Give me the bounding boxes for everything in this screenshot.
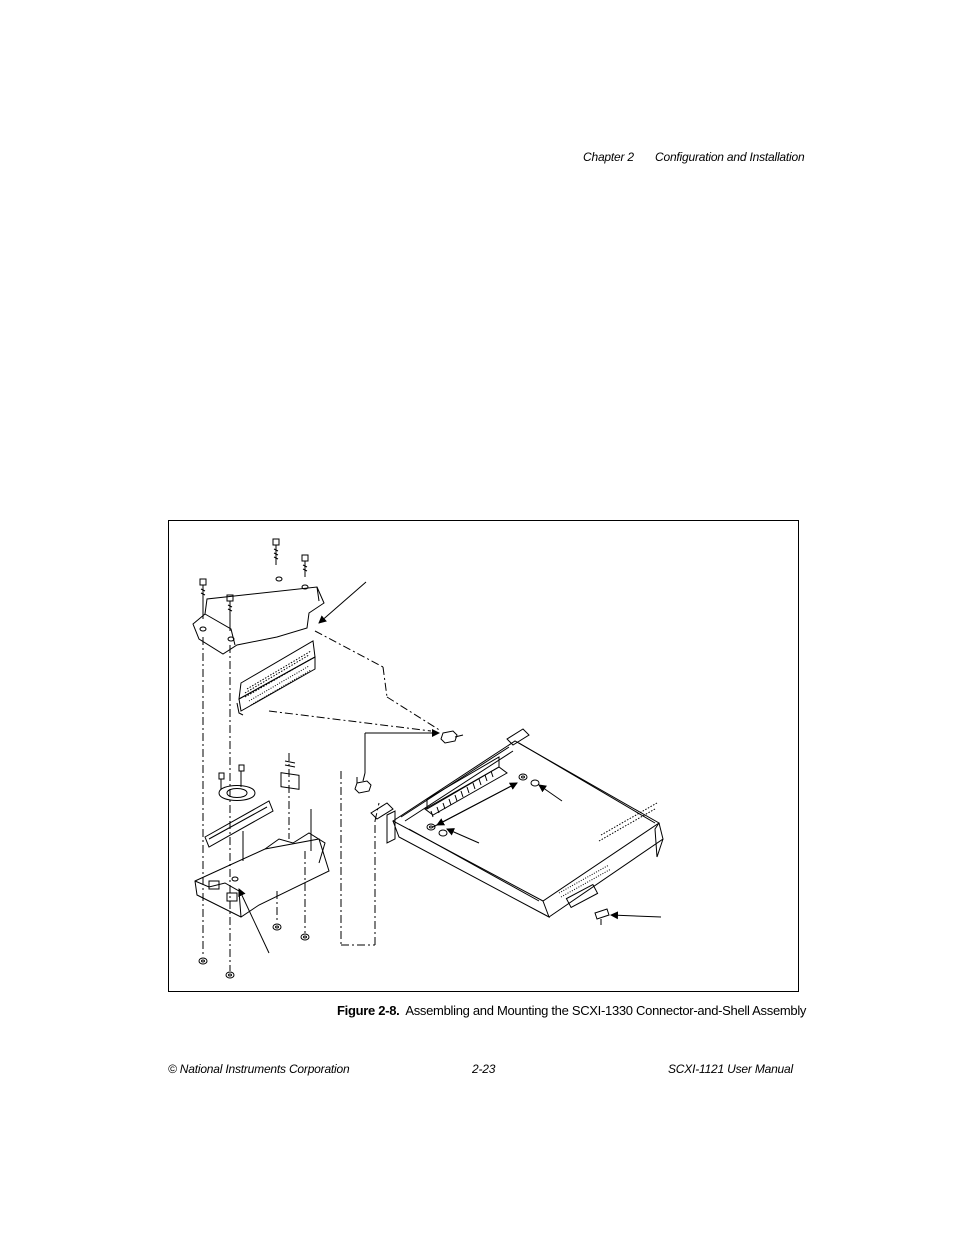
strain-relief-bar <box>281 761 299 789</box>
alignment-lines <box>203 631 441 971</box>
gasket-strip <box>205 801 273 847</box>
header-chapter: Chapter 2 <box>583 150 634 164</box>
figure-frame <box>168 520 799 992</box>
screw-top-1 <box>273 539 279 565</box>
screw-top-4 <box>227 595 233 631</box>
figure-caption-text: Assembling and Mounting the SCXI-1330 Connector-and-Shell Assembly <box>405 1003 807 1018</box>
footer-page-number: 2-23 <box>472 1062 496 1076</box>
strain-relief-clamp <box>219 765 255 801</box>
screw-top-2 <box>302 555 308 577</box>
scxi-module <box>371 729 663 925</box>
assembly-illustration <box>169 521 799 992</box>
bottom-shell <box>195 809 329 917</box>
top-shell-cover <box>193 577 324 654</box>
header-section-title: Configuration and Installation <box>655 150 805 164</box>
figure-label: Figure 2-8. <box>337 1003 400 1018</box>
washers <box>199 924 309 978</box>
figure-caption <box>337 1003 806 1018</box>
footer-manual-title: SCXI-1121 User Manual <box>668 1062 793 1076</box>
connector-68pin <box>237 641 315 715</box>
jack-screw-1 <box>441 731 463 743</box>
callout-arrows <box>239 582 661 953</box>
footer-copyright: © National Instruments Corporation <box>168 1062 350 1076</box>
